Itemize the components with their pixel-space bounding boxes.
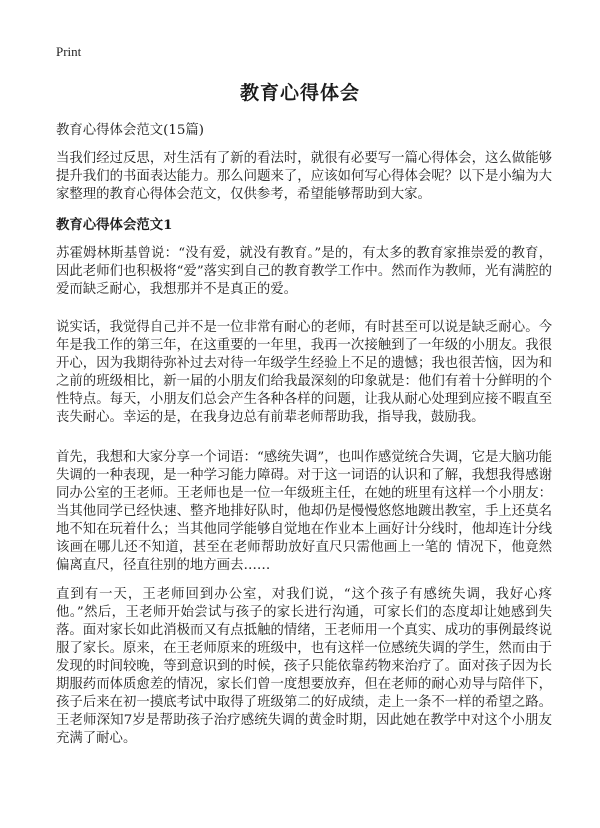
body-paragraph: 说实话，我觉得自己并不是一位非常有耐心的老师，有时甚至可以说是缺乏耐心。今年是我工作的第三年，在这重要的一年里，我再一次接触到了一年级的小朋友。我很开心，因为我期待弥补过去对待一年级学生经验上不足的遗憾；我也很苦恼，因为和之前的班级相比，新一届的小朋友们给我最深刻的印象就是：他们有着十分鲜明的个性特点。每天，小朋友们总会产生各种各样的问题，让我从耐心处理到应接不暇直至丧失耐心。幸运的是，在我身边总有前辈老师帮助我，指导我，鼓励我。 — [56, 320, 552, 425]
body-paragraph: 直到有一天，王老师回到办公室，对我们说，“这个孩子有感统失调，我好心疼他。”然后，王老师开始尝试与孩子的家长进行沟通，可家长们的态度却让她感到失落。面对家长如此消极而又有点抵触的情绪，王老师用一个真实、成功的事例最终说服了家长。原来，在王老师原来的班级中，也有这样一位感统失调的学生，然而由于发现的时间较晚，等到意识到的时候，孩子只能依靠药物来治疗了。面对孩子因为长期服药而体质愈差的情况，家长们曾一度想要放弃，但在老师的耐心劝导与陪伴下，孩子后来在初一摸底考试中取得了班级第二的好成绩，走上一条不一样的希望之路。王老师深知7岁是帮助孩子治疗感统失调的黄金时期，因此她在教学中对这个小朋友充满了耐心。 — [56, 587, 552, 746]
body-paragraph: 首先，我想和大家分享一个词语：“感统失调”，也叫作感觉统合失调，它是大脑功能失调的一种表现，是一种学习能力障碍。对于这一词语的认识和了解，我想我得感谢同办公室的王老师。王老师也是一位一年级班主任，在她的班里有这样一个小朋友：当其他同学已经快速、整齐地排好队时，他却仍是慢慢悠悠地踱出教室，手上还莫名地不知在玩着什么；当其他同学能够自觉地在作业本上画好计分线时，他却连计分线该画在哪儿还不知道，甚至在老师帮助放好直尺只需他画上一笔的 情况下，他竟然偏离直尺，径直往别的地方画去…… — [56, 450, 552, 573]
print-link[interactable]: Print — [56, 44, 82, 59]
body-paragraph: 苏霍姆林斯基曾说：“没有爱，就没有教育。”是的，有太多的教育家推崇爱的教育，因此老师们也积极将“爱”落实到自己的教育教学工作中。然而作为教师，光有满腔的爱而缺乏耐心，我想那并不是真正的爱。 — [56, 246, 552, 297]
section-heading: 教育心得体会范文1 — [56, 217, 173, 233]
document-subtitle: 教育心得体会范文(15篇) — [56, 123, 205, 138]
page-title: 教育心得体会 — [239, 82, 360, 104]
intro-paragraph: 当我们经过反思，对生活有了新的看法时，就很有必要写一篇心得体会，这么做能够提升我们的书面表达能力。那么问题来了，应该如何写心得体会呢？以下是小编为大家整理的教育心得体会范文，仅供参考，希望能够帮助到大家。 — [56, 151, 552, 202]
